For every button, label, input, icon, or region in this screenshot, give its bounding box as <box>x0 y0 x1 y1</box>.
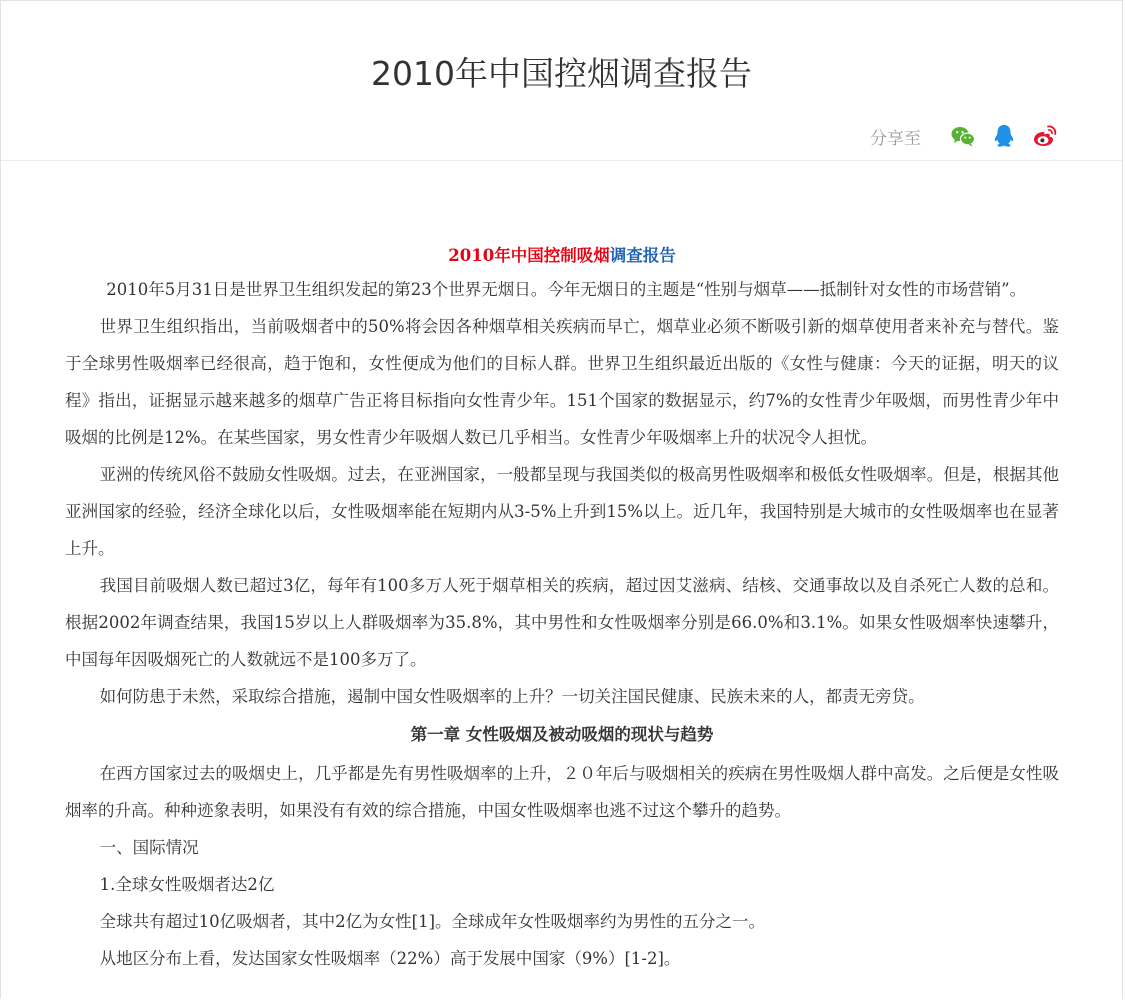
heading-blue-part: 调查报告 <box>609 246 676 265</box>
page-title: 2010年中国控烟调查报告 <box>371 54 752 93</box>
paragraph: 亚洲的传统风俗不鼓励女性吸烟。过去，在亚洲国家，一般都呈现与我国类似的极高男性吸烟率和极低女性吸烟率。但是，根据其他亚洲国家的经验，经济全球化以后，女性吸烟率能在短期内从3-5%上升到15%以上。近几年，我国特别是大城市的女性吸烟率也在显著上升。 <box>65 465 1059 558</box>
paragraph: 在西方国家过去的吸烟史上，几乎都是先有男性吸烟率的上升，２０年后与吸烟相关的疾病在男性吸烟人群中高发。之后便是女性吸烟率的升高。种种迹象表明，如果没有有效的综合措施，中国女性吸烟率也逃不过这个攀升的趋势。 <box>65 764 1059 820</box>
paragraph: 我国目前吸烟人数已超过3亿，每年有100多万人死于烟草相关的疾病，超过因艾滋病、结核、交通事故以及自杀死亡人数的总和。根据2002年调查结果，我国15岁以上人群吸烟率为35.8%，其中男性和女性吸烟率分别是66.0%和3.1%。如果女性吸烟率快速攀升，中国每年因吸烟死亡的人数就远不是100多万了。 <box>65 576 1059 669</box>
heading-red-part: 2010年中国控制吸烟 <box>448 246 610 265</box>
chapter-title: 第一章 女性吸烟及被动吸烟的现状与趋势 <box>410 725 714 744</box>
article-heading <box>65 241 1059 271</box>
weibo-icon[interactable] <box>1032 123 1058 149</box>
wechat-icon[interactable] <box>950 123 976 149</box>
paragraph: 从地区分布上看，发达国家女性吸烟率（22%）高于发展中国家（9%）[1-2]。 <box>99 949 681 968</box>
paragraph: 如何防患于未然，采取综合措施，遏制中国女性吸烟率的上升？一切关注国民健康、民族未来的人，都责无旁贷。 <box>99 687 925 706</box>
article-header <box>1 1 1122 161</box>
paragraph: 全球共有超过10亿吸烟者，其中2亿为女性[1]。全球成年女性吸烟率约为男性的五分之一。 <box>99 912 766 931</box>
share-label: 分享至 <box>870 128 921 149</box>
article-body <box>65 241 1059 977</box>
section-heading: 一、国际情况 <box>99 838 199 857</box>
paragraph: 世界卫生组织指出，当前吸烟者中的50%将会因各种烟草相关疾病而早亡，烟草业必须不断吸引新的烟草使用者来补充与替代。鉴于全球男性吸烟率已经很高，趋于饱和，女性便成为他们的目标人群。世界卫生组织最近出版的《女性与健康：今天的证据，明天的议程》指出，证据显示越来越多的烟草广告正将目标指向女性青少年。151个国家的数据显示，约7%的女性青少年吸烟，而男性青少年中吸烟的比例是12%。在某些国家，男女性青少年吸烟人数已几乎相当。女性青少年吸烟率上升的状况令人担忧。 <box>65 317 1059 447</box>
qq-icon[interactable] <box>991 123 1017 149</box>
subsection-heading: 1.全球女性吸烟者达2亿 <box>99 875 275 894</box>
share-bar <box>870 121 1058 151</box>
paragraph: 2010年5月31日是世界卫生组织发起的第23个世界无烟日。今年无烟日的主题是“性别与烟草——抵制针对女性的市场营销”。 <box>106 280 1027 299</box>
